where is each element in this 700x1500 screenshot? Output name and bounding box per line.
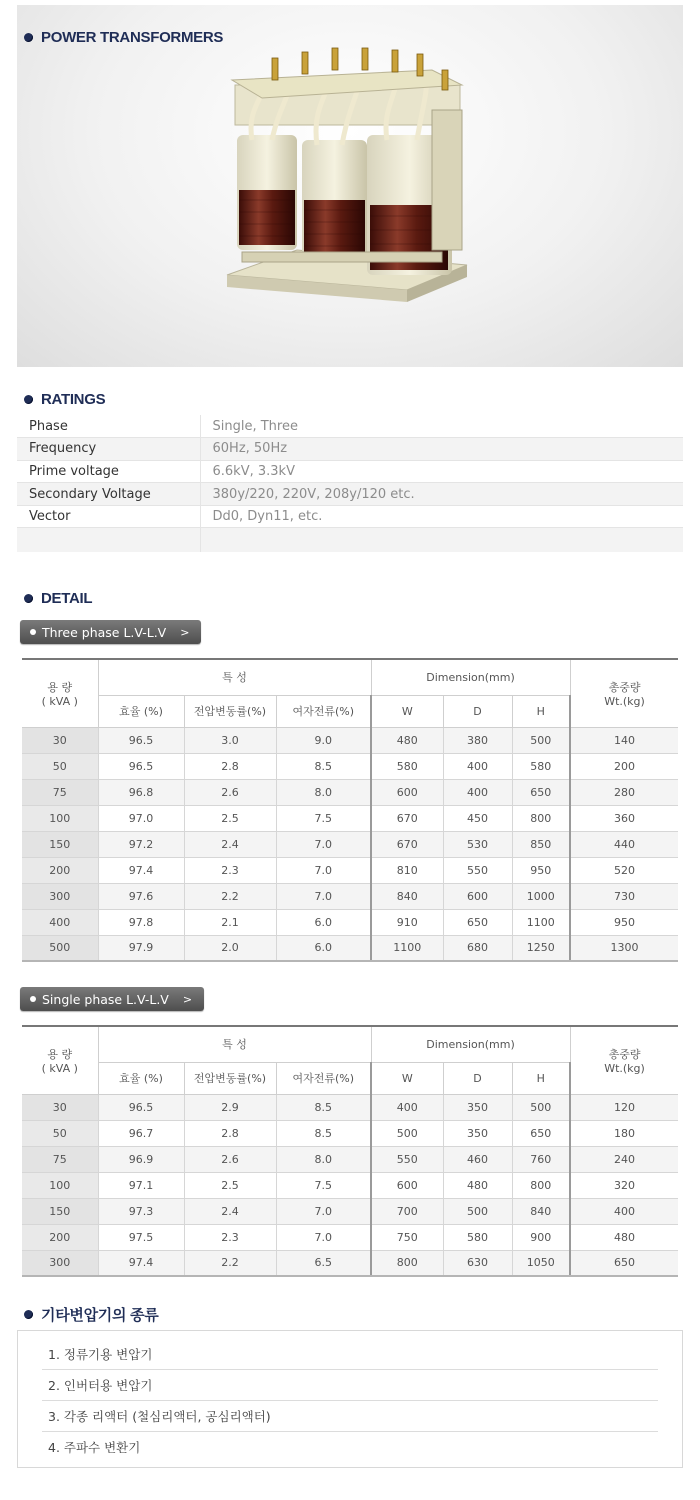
excitation-cell: 6.5 — [276, 1250, 371, 1276]
capacity-cell: 75 — [22, 1146, 98, 1172]
characteristics-header: 특 성 — [98, 1026, 371, 1062]
efficiency-cell: 97.1 — [98, 1172, 184, 1198]
ratings-header — [24, 391, 105, 408]
excitation-cell: 8.5 — [276, 1120, 371, 1146]
weight-unit-label: Wt.(kg) — [604, 694, 645, 708]
three-phase-tab-button[interactable] — [20, 620, 201, 644]
capacity-unit-label: ( kVA ) — [41, 1061, 78, 1075]
ratings-title: RATINGS — [41, 391, 106, 408]
hero-panel — [17, 5, 683, 367]
capacity-cell: 300 — [22, 1250, 98, 1276]
excitation-cell: 9.0 — [276, 727, 371, 753]
efficiency-cell: 97.3 — [98, 1198, 184, 1224]
capacity-cell: 200 — [22, 857, 98, 883]
d-cell: 530 — [443, 831, 512, 857]
weight-header-label: 총중량 — [608, 1047, 641, 1061]
table-row — [22, 1094, 678, 1120]
ratings-label: Vector — [17, 505, 200, 528]
d-cell: 450 — [443, 805, 512, 831]
ratings-row — [17, 460, 683, 483]
w-header: W — [371, 695, 443, 727]
d-cell: 680 — [443, 935, 512, 961]
weight-cell: 1300 — [570, 935, 678, 961]
h-cell: 580 — [512, 753, 570, 779]
w-cell: 550 — [371, 1146, 443, 1172]
weight-cell: 200 — [570, 753, 678, 779]
w-cell: 840 — [371, 883, 443, 909]
others-list — [42, 1339, 658, 1463]
table-row — [22, 1250, 678, 1276]
weight-cell: 360 — [570, 805, 678, 831]
dot-icon — [30, 629, 36, 635]
table-row — [22, 753, 678, 779]
single-phase-table — [22, 1025, 678, 1277]
weight-header — [570, 659, 678, 727]
bullet-icon — [24, 594, 33, 603]
d-cell: 460 — [443, 1146, 512, 1172]
regulation-cell: 2.3 — [184, 1224, 276, 1250]
w-cell: 1100 — [371, 935, 443, 961]
table-row — [22, 935, 678, 961]
weight-cell: 440 — [570, 831, 678, 857]
efficiency-cell: 97.4 — [98, 1250, 184, 1276]
excitation-cell: 8.0 — [276, 1146, 371, 1172]
weight-unit-label: Wt.(kg) — [604, 1061, 645, 1075]
single-phase-label: Single phase L.V-L.V — [42, 991, 169, 1007]
d-header: D — [443, 1062, 512, 1094]
ratings-value: Dd0, Dyn11, etc. — [200, 505, 683, 528]
others-list-item: 1. 정류기용 변압기 — [42, 1339, 658, 1370]
regulation-cell: 2.0 — [184, 935, 276, 961]
power-title: POWER TRANSFORMERS — [41, 29, 224, 46]
w-cell: 580 — [371, 753, 443, 779]
capacity-cell: 50 — [22, 753, 98, 779]
h-cell: 1100 — [512, 909, 570, 935]
weight-header-label: 총중량 — [608, 680, 641, 694]
regulation-cell: 2.5 — [184, 1172, 276, 1198]
efficiency-cell: 97.8 — [98, 909, 184, 935]
h-cell: 500 — [512, 1094, 570, 1120]
capacity-header-label: 용 량 — [47, 1047, 73, 1061]
excitation-header: 여자전류(%) — [276, 695, 371, 727]
efficiency-cell: 97.6 — [98, 883, 184, 909]
ratings-spacer-row — [17, 528, 683, 552]
regulation-cell: 2.2 — [184, 883, 276, 909]
h-cell: 800 — [512, 1172, 570, 1198]
capacity-cell: 30 — [22, 727, 98, 753]
regulation-header: 전압변동률(%) — [184, 695, 276, 727]
dimension-header: Dimension(mm) — [371, 659, 570, 695]
power-header — [24, 29, 223, 46]
capacity-cell: 100 — [22, 1172, 98, 1198]
excitation-cell: 8.0 — [276, 779, 371, 805]
detail-header — [24, 590, 92, 607]
weight-cell: 730 — [570, 883, 678, 909]
ratings-value: Single, Three — [200, 415, 683, 438]
h-cell: 950 — [512, 857, 570, 883]
w-cell: 670 — [371, 831, 443, 857]
regulation-cell: 2.6 — [184, 779, 276, 805]
table-row — [22, 727, 678, 753]
others-list-item: 2. 인버터용 변압기 — [42, 1370, 658, 1401]
bullet-icon — [24, 33, 33, 42]
capacity-header — [22, 1026, 98, 1094]
capacity-cell: 75 — [22, 779, 98, 805]
capacity-cell: 150 — [22, 831, 98, 857]
efficiency-cell: 96.5 — [98, 727, 184, 753]
h-cell: 650 — [512, 779, 570, 805]
table-row — [22, 805, 678, 831]
regulation-cell: 2.1 — [184, 909, 276, 935]
d-cell: 400 — [443, 779, 512, 805]
capacity-cell: 200 — [22, 1224, 98, 1250]
w-cell: 800 — [371, 1250, 443, 1276]
table-row — [22, 883, 678, 909]
excitation-cell: 8.5 — [276, 753, 371, 779]
chevron-right-icon: > — [180, 625, 190, 639]
d-cell: 350 — [443, 1094, 512, 1120]
ratings-value: 6.6kV, 3.3kV — [200, 460, 683, 483]
regulation-cell: 2.3 — [184, 857, 276, 883]
capacity-cell: 30 — [22, 1094, 98, 1120]
efficiency-cell: 97.4 — [98, 857, 184, 883]
w-cell: 810 — [371, 857, 443, 883]
excitation-cell: 7.0 — [276, 1224, 371, 1250]
h-cell: 840 — [512, 1198, 570, 1224]
d-cell: 400 — [443, 753, 512, 779]
detail-title: DETAIL — [41, 590, 93, 607]
d-header: D — [443, 695, 512, 727]
capacity-cell: 100 — [22, 805, 98, 831]
table-row — [22, 1120, 678, 1146]
regulation-cell: 2.9 — [184, 1094, 276, 1120]
others-list-box — [17, 1330, 683, 1468]
weight-cell: 950 — [570, 909, 678, 935]
d-cell: 480 — [443, 1172, 512, 1198]
table-row — [22, 1146, 678, 1172]
w-header: W — [371, 1062, 443, 1094]
characteristics-header: 특 성 — [98, 659, 371, 695]
d-cell: 650 — [443, 909, 512, 935]
others-list-item: 4. 주파수 변환기 — [48, 1440, 141, 1455]
d-cell: 630 — [443, 1250, 512, 1276]
efficiency-cell: 97.9 — [98, 935, 184, 961]
h-cell: 650 — [512, 1120, 570, 1146]
excitation-cell: 7.0 — [276, 1198, 371, 1224]
efficiency-cell: 96.9 — [98, 1146, 184, 1172]
d-cell: 350 — [443, 1120, 512, 1146]
ratings-label: Secondary Voltage — [17, 483, 200, 506]
h-cell: 900 — [512, 1224, 570, 1250]
regulation-cell: 2.4 — [184, 1198, 276, 1224]
capacity-header-label: 용 량 — [47, 680, 73, 694]
bullet-icon — [24, 1310, 33, 1319]
w-cell: 910 — [371, 909, 443, 935]
weight-cell: 140 — [570, 727, 678, 753]
d-cell: 380 — [443, 727, 512, 753]
regulation-cell: 2.2 — [184, 1250, 276, 1276]
h-cell: 1000 — [512, 883, 570, 909]
w-cell: 670 — [371, 805, 443, 831]
table-row — [22, 1224, 678, 1250]
dot-icon — [30, 996, 36, 1002]
h-cell: 760 — [512, 1146, 570, 1172]
chevron-right-icon: > — [182, 992, 193, 1006]
weight-cell: 400 — [570, 1198, 678, 1224]
table-row — [22, 1172, 678, 1198]
capacity-cell: 400 — [22, 909, 98, 935]
weight-cell: 520 — [570, 857, 678, 883]
weight-cell: 280 — [570, 779, 678, 805]
excitation-cell: 7.5 — [276, 1172, 371, 1198]
three-phase-label: Three phase L.V-L.V — [42, 624, 167, 640]
h-header: H — [512, 695, 570, 727]
others-list-item: 3. 각종 리액터 (철심리액터, 공심리액터) — [42, 1401, 658, 1432]
excitation-cell: 7.0 — [276, 857, 371, 883]
table-row — [22, 831, 678, 857]
table-row — [22, 909, 678, 935]
regulation-cell: 2.6 — [184, 1146, 276, 1172]
efficiency-cell: 96.5 — [98, 753, 184, 779]
ratings-label: Phase — [17, 415, 200, 438]
d-cell: 500 — [443, 1198, 512, 1224]
w-cell: 480 — [371, 727, 443, 753]
ratings-table — [17, 415, 683, 552]
w-cell: 600 — [371, 1172, 443, 1198]
efficiency-cell: 96.8 — [98, 779, 184, 805]
ratings-label: Frequency — [17, 438, 200, 461]
capacity-cell: 500 — [22, 935, 98, 961]
others-title: 기타변압기의 종류 — [41, 1307, 159, 1324]
w-cell: 700 — [371, 1198, 443, 1224]
d-cell: 600 — [443, 883, 512, 909]
regulation-cell: 2.8 — [184, 753, 276, 779]
capacity-cell: 50 — [22, 1120, 98, 1146]
excitation-cell: 8.5 — [276, 1094, 371, 1120]
capacity-unit-label: ( kVA ) — [41, 694, 78, 708]
regulation-cell: 2.5 — [184, 805, 276, 831]
ratings-row — [17, 438, 683, 461]
weight-cell: 320 — [570, 1172, 678, 1198]
excitation-cell: 7.0 — [276, 831, 371, 857]
weight-cell: 480 — [570, 1224, 678, 1250]
table-row — [22, 857, 678, 883]
efficiency-cell: 96.7 — [98, 1120, 184, 1146]
ratings-row — [17, 415, 683, 438]
bullet-icon — [24, 395, 33, 404]
excitation-cell: 6.0 — [276, 935, 371, 961]
w-cell: 500 — [371, 1120, 443, 1146]
capacity-header — [22, 659, 98, 727]
single-phase-tab-button[interactable] — [20, 987, 204, 1011]
regulation-cell: 3.0 — [184, 727, 276, 753]
transformer-image — [217, 40, 487, 345]
regulation-header: 전압변동률(%) — [184, 1062, 276, 1094]
weight-cell: 120 — [570, 1094, 678, 1120]
d-cell: 580 — [443, 1224, 512, 1250]
efficiency-cell: 97.5 — [98, 1224, 184, 1250]
regulation-cell: 2.8 — [184, 1120, 276, 1146]
ratings-value: 380y/220, 220V, 208y/120 etc. — [200, 483, 683, 506]
spacer-cell — [17, 528, 200, 552]
table-row — [22, 1198, 678, 1224]
regulation-cell: 2.4 — [184, 831, 276, 857]
efficiency-header: 효율 (%) — [98, 695, 184, 727]
efficiency-cell: 97.2 — [98, 831, 184, 857]
h-cell: 1250 — [512, 935, 570, 961]
weight-cell: 180 — [570, 1120, 678, 1146]
ratings-row — [17, 505, 683, 528]
capacity-cell: 150 — [22, 1198, 98, 1224]
excitation-cell: 6.0 — [276, 909, 371, 935]
h-header: H — [512, 1062, 570, 1094]
excitation-cell: 7.5 — [276, 805, 371, 831]
others-header — [24, 1304, 158, 1325]
ratings-row — [17, 483, 683, 506]
ratings-label: Prime voltage — [17, 460, 200, 483]
table-row — [22, 779, 678, 805]
h-cell: 1050 — [512, 1250, 570, 1276]
efficiency-cell: 97.0 — [98, 805, 184, 831]
weight-header — [570, 1026, 678, 1094]
weight-cell: 650 — [570, 1250, 678, 1276]
w-cell: 750 — [371, 1224, 443, 1250]
excitation-cell: 7.0 — [276, 883, 371, 909]
h-cell: 500 — [512, 727, 570, 753]
d-cell: 550 — [443, 857, 512, 883]
ratings-value: 60Hz, 50Hz — [200, 438, 683, 461]
w-cell: 400 — [371, 1094, 443, 1120]
h-cell: 850 — [512, 831, 570, 857]
efficiency-cell: 96.5 — [98, 1094, 184, 1120]
capacity-cell: 300 — [22, 883, 98, 909]
three-phase-table — [22, 658, 678, 962]
w-cell: 600 — [371, 779, 443, 805]
spacer-cell — [200, 528, 683, 552]
weight-cell: 240 — [570, 1146, 678, 1172]
h-cell: 800 — [512, 805, 570, 831]
excitation-header: 여자전류(%) — [276, 1062, 371, 1094]
dimension-header: Dimension(mm) — [371, 1026, 570, 1062]
efficiency-header: 효율 (%) — [98, 1062, 184, 1094]
